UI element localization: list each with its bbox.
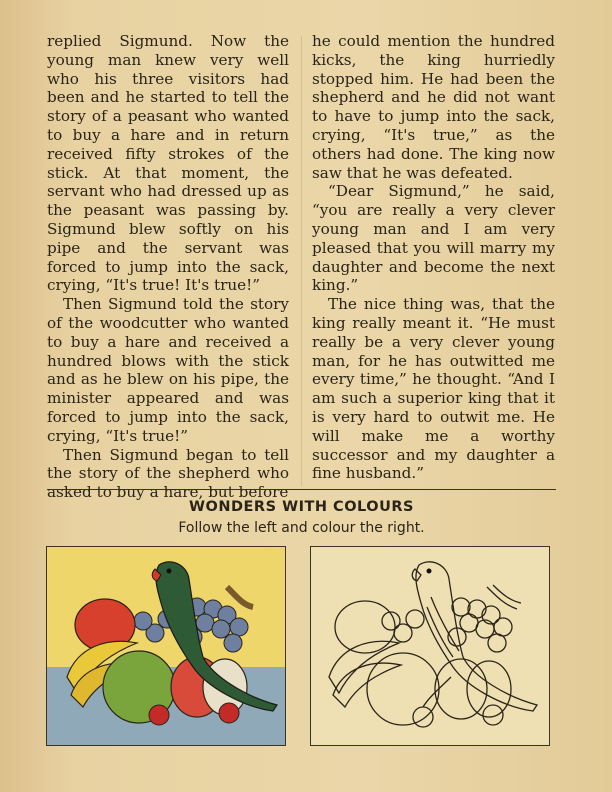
story-paragraph: Then Sigmund told the story of the woodcutter who wanted to buy a hare and received a hundred blows with the stick and as he blew on his pipe, the minister appeared and was forced to jump into the sack, crying, “It's true!” [47, 295, 289, 445]
story-paragraph: Then Sigmund began to tell the story of the shepherd who asked to buy a hare, but before [47, 445, 289, 502]
story-paragraph: he could mention the hundred kicks, the king hurriedly stopped him. He had been the shepherd and he did not want to have to jump into the sack, crying, “It's true,” as the others had done. The king now saw that he was defeated. [312, 32, 555, 182]
column-divider [301, 36, 302, 486]
parrot-fruit-colour-illustration [47, 547, 285, 745]
story-paragraph: “Dear Sigmund,” he said, “you are really a very clever young man and I am very pleased that you will marry my daughter and become the next king.” [312, 182, 555, 295]
section-divider [47, 489, 556, 490]
coloured-reference-picture [46, 546, 286, 746]
story-left-column [47, 32, 289, 502]
story-paragraph: The nice thing was, that the king really meant it. “He must really be a very clever young man, for he has outwitted me every time,” he thought. “And I am such a superior king that it is very hard to outwit me. He will make me a worthy successor and my daughter a fine husband.” [312, 295, 555, 483]
story-paragraph: replied Sigmund. Now the young man knew very well who his three visitors had been and he started to tell the story of a peasant who wanted to buy a hare and in return received fifty strokes of the stick. At that moment, the servant who had dressed up as the peasant was passing by. Sigmund blew softly on his pipe and the servant was forced to jump into the sack, crying, “It's true! It's true!” [47, 32, 289, 295]
colouring-instruction: Follow the left and colour the right. [178, 520, 425, 536]
story-right-column [312, 32, 555, 483]
colouring-title: WONDERS WITH COLOURS [189, 499, 414, 515]
parrot-fruit-outline-illustration [311, 547, 549, 745]
colour-in-picture [310, 546, 550, 746]
